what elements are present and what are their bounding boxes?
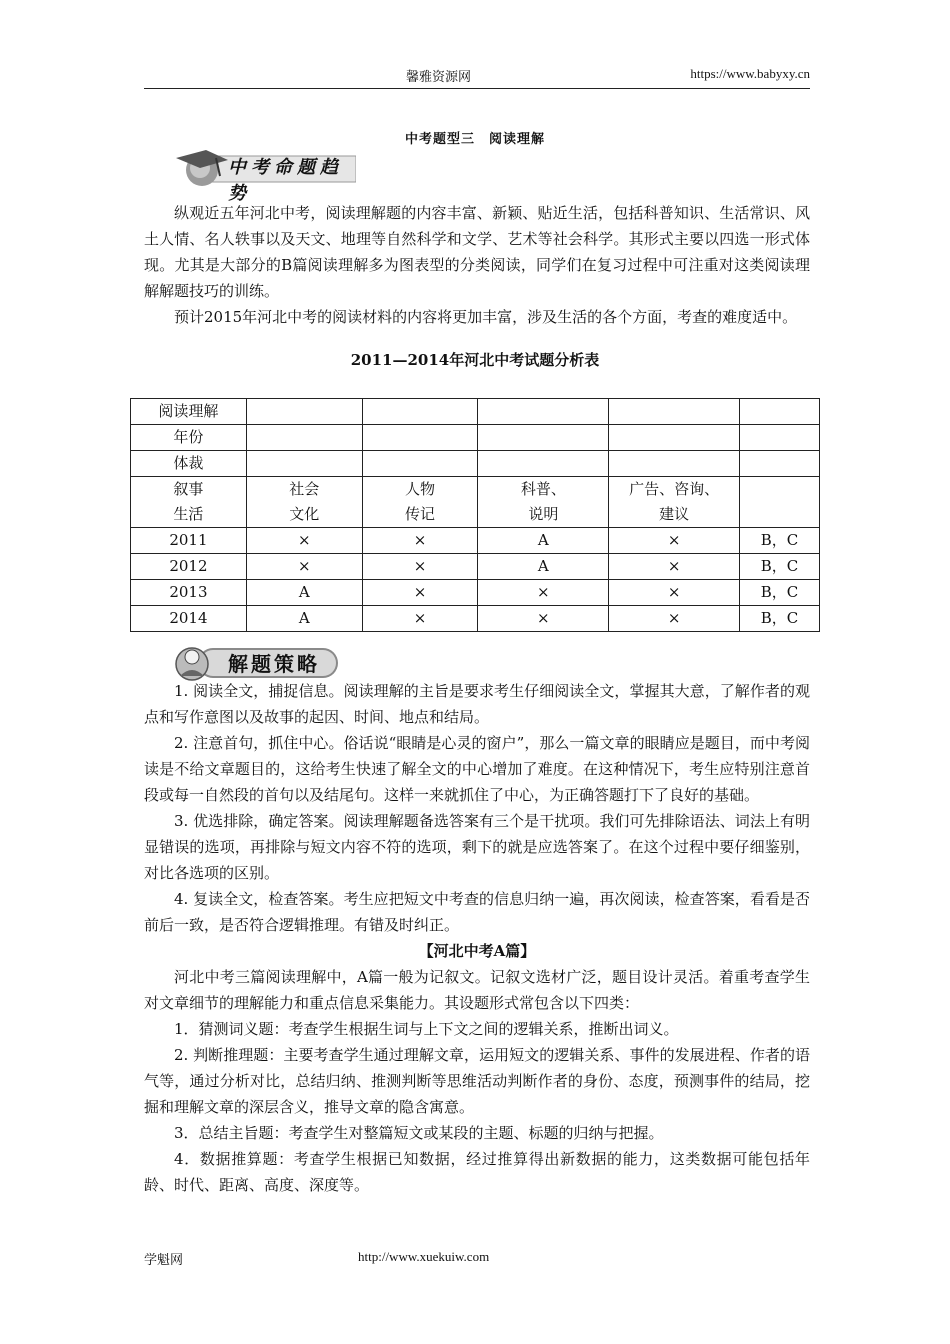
table-cell: × [362,528,478,554]
section-a-item: 1．猜测词义题：考查学生根据生词与上下文之间的逻辑关系，推断出词义。 [174,1020,679,1038]
strategy-item: 4. 复读全文，检查答案。考生应把短文中考查的信息归纳一遍，再次阅读，检查答案，看看是否前后一致，是否符合逻辑推理。有错及时纠正。 [144,890,810,934]
table-cell: A [246,580,362,606]
table-row [131,554,820,580]
page-title: 中考题型三 阅读理解 [404,132,545,147]
genre-cell: 叙事 生活 [131,477,247,528]
table-cell: × [362,580,478,606]
genre-cell [740,477,820,528]
table-row [131,399,820,425]
header-site-url[interactable]: https://www.babyxy.cn [690,66,810,81]
strategy-item: 1. 阅读全文，捕捉信息。阅读理解的主旨是要求考生仔细阅读全文，掌握其大意，了解作者的观点和写作意图以及故事的起因、时间、地点和结局。 [144,682,810,726]
strategy-item: 3. 优选排除，确定答案。阅读理解题备选答案有三个是干扰项。我们可先排除语法、词法上有明显错误的选项，再排除与短文内容不符的选项，剩下的就是应选答案了。在这个过程中要仔细鉴别，对比各选项的区别。 [144,812,810,882]
table-cell: × [246,554,362,580]
footer-site-name: 学魁网 [144,1253,184,1268]
strategy-section [144,678,810,1198]
table-caption: 2011—2014年河北中考试题分析表 [350,351,600,369]
table-cell: B，C [740,554,820,580]
table-cell: × [609,580,740,606]
page-header [144,66,810,89]
strategy-item: 2. 注意首句，抓住中心。俗话说“眼睛是心灵的窗户”，那么一篇文章的眼睛应是题目，而中考阅读是不给文章题目的，这给考生快速了解全文的中心增加了难度。在这种情况下，考生应特别注意首段或每一自然段的首句以及结尾句。这样一来就抓住了中心，为正确答题打下了良好的基础。 [144,734,810,804]
table-cell: × [478,606,609,632]
table-cell: × [478,580,609,606]
table-cell: 2013 [131,580,247,606]
section-a-title: 【河北中考A篇】 [418,942,536,960]
table-cell: 2014 [131,606,247,632]
table-cell: A [246,606,362,632]
table-row [131,580,820,606]
table-row [131,606,820,632]
table-cell: × [609,554,740,580]
table-cell: × [609,528,740,554]
section-a-item: 2. 判断推理题：主要考查学生通过理解文章，运用短文的逻辑关系、事件的发展进程、作者的语气等，通过分析对比，总结归纳、推测判断等思维活动判断作者的身份、态度，预测事件的结局，挖掘和理解文章的深层含义，推导文章的隐含寓意。 [144,1046,810,1116]
table-cell: B，C [740,528,820,554]
analysis-table [130,398,820,632]
genre-cell: 广告、咨询、 建议 [609,477,740,528]
table-cell: × [362,554,478,580]
table-cell: × [246,528,362,554]
table-cell: A [478,554,609,580]
strategy-banner [170,642,340,682]
table-cell: × [609,606,740,632]
section-a-intro: 河北中考三篇阅读理解中，A篇一般为记叙文。记叙文选材广泛，题目设计灵活。着重考查学生对文章细节的理解能力和重点信息采集能力。其设题形式常包含以下四类： [144,968,810,1012]
trend-section [144,200,810,330]
table-row [131,451,820,477]
table-row-genres [131,477,820,528]
footer-site-url[interactable]: http://www.xuekuiw.com [358,1249,490,1264]
trend-banner-text: 中考命题趋势 [228,157,343,204]
section-a-item: 4．数据推算题：考查学生根据已知数据，经过推算得出新数据的能力，这类数据可能包括年龄、时代、距离、高度、深度等。 [144,1150,810,1194]
trend-banner [176,148,356,204]
table-cell: × [362,606,478,632]
row-label-year: 年份 [131,425,247,451]
table-row [131,528,820,554]
trend-paragraph-1: 纵观近五年河北中考，阅读理解题的内容丰富、新颖、贴近生活，包括科普知识、生活常识、风土人情、名人轶事以及天文、地理等自然科学和文学、艺术等社会科学。其形式主要以四选一形式体现。尤其是大部分的B篇阅读理解多为图表型的分类阅读，同学们在复习过程中可注重对这类阅读理解解题技巧的训练。 [144,204,810,300]
table-cell: B，C [740,606,820,632]
genre-cell: 科普、 说明 [478,477,609,528]
header-site-name: 馨雅资源网 [406,70,472,85]
strategy-banner-text: 解题策略 [228,652,320,676]
genre-cell: 社会 文化 [246,477,362,528]
genre-cell: 人物 传记 [362,477,478,528]
trend-paragraph-2: 预计2015年河北中考的阅读材料的内容将更加丰富，涉及生活的各个方面，考查的难度适中。 [174,308,798,326]
row-label-genre: 体裁 [131,451,247,477]
table-cell: A [478,528,609,554]
table-cell: 2012 [131,554,247,580]
table-row [131,425,820,451]
row-label-reading: 阅读理解 [131,399,247,425]
table-cell: B，C [740,580,820,606]
section-a-item: 3．总结主旨题：考查学生对整篇短文或某段的主题、标题的归纳与把握。 [174,1124,664,1142]
table-cell: 2011 [131,528,247,554]
